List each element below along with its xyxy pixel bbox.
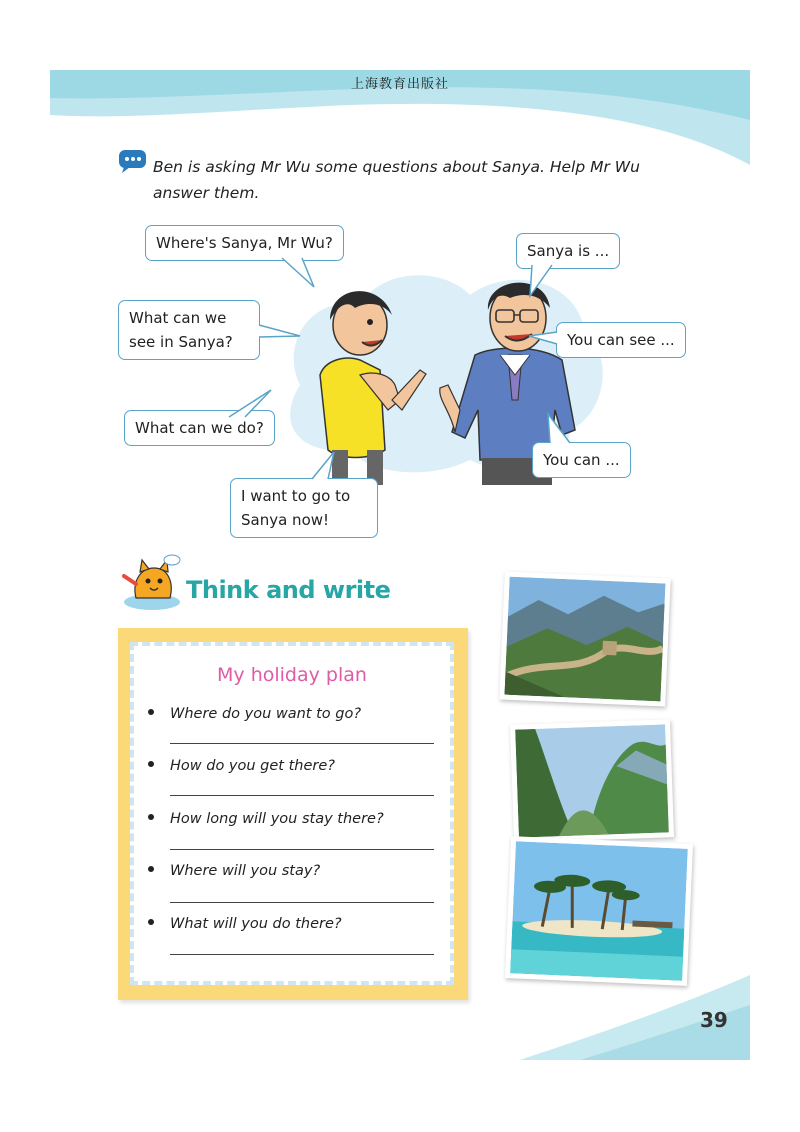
bubble-sanya-is: Sanya is ... — [516, 233, 620, 269]
bubble-tail — [308, 450, 338, 480]
bullet-icon — [148, 761, 154, 767]
question-text: How do you get there? — [170, 758, 335, 774]
bubble-you-can-see: You can see ... — [556, 322, 686, 358]
answer-line[interactable] — [170, 902, 434, 903]
bubble-tail — [258, 322, 302, 344]
tropical-beach-photo — [505, 836, 693, 986]
answer-line[interactable] — [170, 849, 434, 850]
question-text: Where do you want to go? — [170, 706, 362, 722]
question-text: What will you do there? — [170, 916, 342, 932]
question-text: Where will you stay? — [170, 863, 321, 879]
bubble-what-do: What can we do? — [124, 410, 275, 446]
question-text: How long will you stay there? — [170, 811, 384, 827]
page-number: 39 — [700, 1008, 728, 1032]
answer-line[interactable] — [170, 795, 434, 796]
great-wall-photo — [499, 571, 670, 706]
answer-line[interactable] — [170, 743, 434, 744]
bullet-icon — [148, 866, 154, 872]
holiday-plan-card — [130, 642, 454, 985]
question-item — [148, 706, 361, 722]
mountain-valley-photo — [510, 719, 674, 843]
question-item — [148, 916, 342, 932]
question-item — [148, 811, 384, 827]
bullet-icon — [148, 709, 154, 715]
question-item — [148, 863, 320, 879]
holiday-plan-frame — [118, 628, 468, 1000]
answer-line[interactable] — [170, 954, 434, 955]
bubble-tail — [225, 388, 273, 418]
cat-mascot-icon — [122, 554, 186, 612]
plan-title: My holiday plan — [217, 664, 367, 686]
bullet-icon — [148, 814, 154, 820]
bubble-tail — [546, 412, 576, 444]
bubble-what-see: What can we see in Sanya? — [118, 300, 260, 360]
bubble-tail — [280, 257, 320, 289]
section-title: Think and write — [186, 576, 391, 604]
bubble-where-sanya: Where's Sanya, Mr Wu? — [145, 225, 344, 261]
bullet-icon — [148, 919, 154, 925]
bubble-want-go: I want to go to Sanya now! — [230, 478, 378, 538]
bubble-you-can: You can ... — [532, 442, 631, 478]
instruction-text: Ben is asking Mr Wu some questions about Sanya. Help Mr Wu answer them. — [153, 158, 640, 202]
speech-bubble-icon — [118, 148, 148, 174]
bubble-tail — [528, 264, 558, 298]
bubble-tail — [528, 328, 558, 350]
question-item — [148, 758, 335, 774]
publisher-name: 上海教育出版社 — [350, 77, 449, 92]
textbook-page — [50, 70, 750, 1060]
